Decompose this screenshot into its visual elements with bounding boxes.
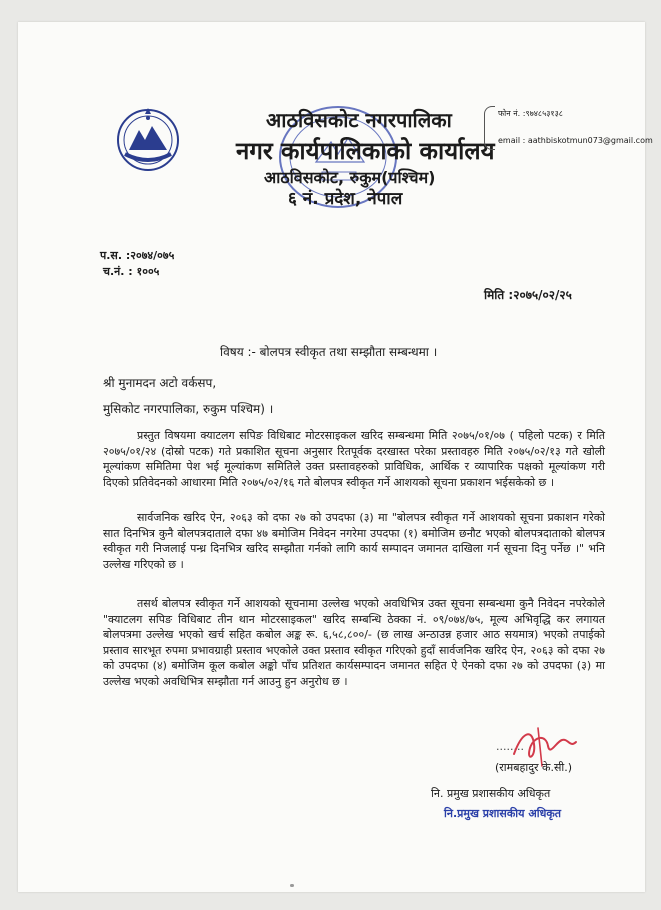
nepal-emblem-logo — [115, 104, 181, 174]
body-paragraph-3: तसर्थ बोलपत्र स्वीकृत गर्ने आशयको सूचनामा उल्लेख भएको अवधिभित्र उक्त सूचना सम्बन्धमा कुनै निवेदन नपरेकोले "क्याटलग सपिङ विधिबाट तीन थान मोटरसाइकल" खरिद सम्बन्धि ठेक्का नं. ०९/०७४/७५, मूल्य अभिवृद्धि कर लगायत बोलपत्रमा उल्लेख भएको खर्च सहित कबोल अङ्क रू. ६,५८,८००/- (छ लाख अन्ठाउन्न हजार आठ सयमात्र) भएको तपाईको प्रस्ताव सारभूत रुपमा प्रभावग्राही प्रस्ताव भएकोले उक्त प्रस्ताव स्वीकृत गरिएको हुदाँ सार्वजनिक खरिद ऐन, २०६३ को दफा २७ को उपदफा (४) बमोजिम कूल कबोल अङ्को पाँच प्रतिशत कार्यसम्पादन जमानत सहित ऐ ऐनको दफा २७ को उपदफा (३) मा उल्लेख भएको अवधिभित्र सम्झौता गर्न आउनु हुन अनुरोध छ । — [103, 597, 605, 688]
signatory-title: नि. प्रमुख प्रशासकीय अधिकृत — [431, 787, 551, 800]
paper-speck — [290, 884, 294, 887]
province-line: ६ नं. प्रदेश, नेपाल — [288, 189, 403, 209]
addressee-address: मुसिकोट नगरपालिका, रुकुम पश्चिम) । — [103, 402, 274, 416]
dispatch-number: च.नं. : १००५ — [103, 265, 160, 278]
email-address: email : aathbiskotmun073@gmail.com — [498, 136, 653, 145]
office-location: आठविसकोट, रुकुम(पश्चिम) — [264, 168, 436, 187]
signature-dots: ........ — [496, 740, 524, 753]
letter-page — [18, 22, 653, 892]
contact-brace — [484, 106, 495, 150]
reference-number: प.स. :२०७४/०७५ — [100, 249, 175, 262]
signatory-name: (रामबहादुर के.सी.) — [495, 761, 573, 774]
signatory-stamp: नि.प्रमुख प्रशासकीय अधिकृत — [444, 807, 562, 820]
municipality-name: आठविसकोट नगरपालिका — [266, 108, 452, 132]
letter-subject: विषय :- बोलपत्र स्वीकृत तथा सम्झौता सम्बन्धमा । — [220, 345, 438, 359]
phone-number: फोन नं. :९७४८५३१३८ — [498, 109, 563, 118]
body-paragraph-2: सार्वजनिक खरिद ऐन, २०६३ को दफा २७ को उपदफा (३) मा "बोलपत्र स्वीकृत गर्ने आशयको सूचना प्रकाशन गरेको सात दिनभित्र कुनै बोलपत्रदाताले दफा ४७ बमोजिम निवेदन नगरेमा उपदफा (१) बमोजिम छनौट भएको बोलपत्रदाताको बोलपत्र स्वीकृत गरी निजलाई पन्ध्र दिनभित्र खरिद सम्झौता गर्नको लागि कार्य सम्पादन जमानत दाखिला गर्न सूचना दिनु पर्नेछ ।" भनि उल्लेख गरिएको छ । — [103, 511, 605, 571]
addressee-name: श्री मुनामदन अटो वर्कसप, — [103, 376, 217, 390]
office-name: नगर कार्यपालिकाको कार्यालय — [236, 137, 495, 165]
letter-date: मिति :२०७५/०२/२५ — [484, 288, 572, 302]
body-paragraph-1: प्रस्तुत विषयमा क्याटलग सपिङ विधिबाट मोटरसाइकल खरिद सम्बन्धमा मिति २०७५/०१/०७ ( पहिलो पटक) र मिति २०७५/०१/२४ (दोस्रो पटक) गते प्रकाशित सूचना अनुसार रितपूर्वक दरखास्त परेका प्रस्तावहरु मिति २०७५/०२/१३ गते खोली मूल्यांकण समितिमा पेश भई मूल्यांकण समितिले उक्त प्रस्तावहरुको प्राविधिक, आर्थिक र व्यापारिक पक्षको मूल्यांकण गरी दिएको प्रतिवेदनको आधारमा मिति २०७५/०२/१६ गते बोलपत्र स्वीकृत गर्ने आशयको सूचना प्रकाशन भईसकेको छ । — [103, 429, 605, 489]
